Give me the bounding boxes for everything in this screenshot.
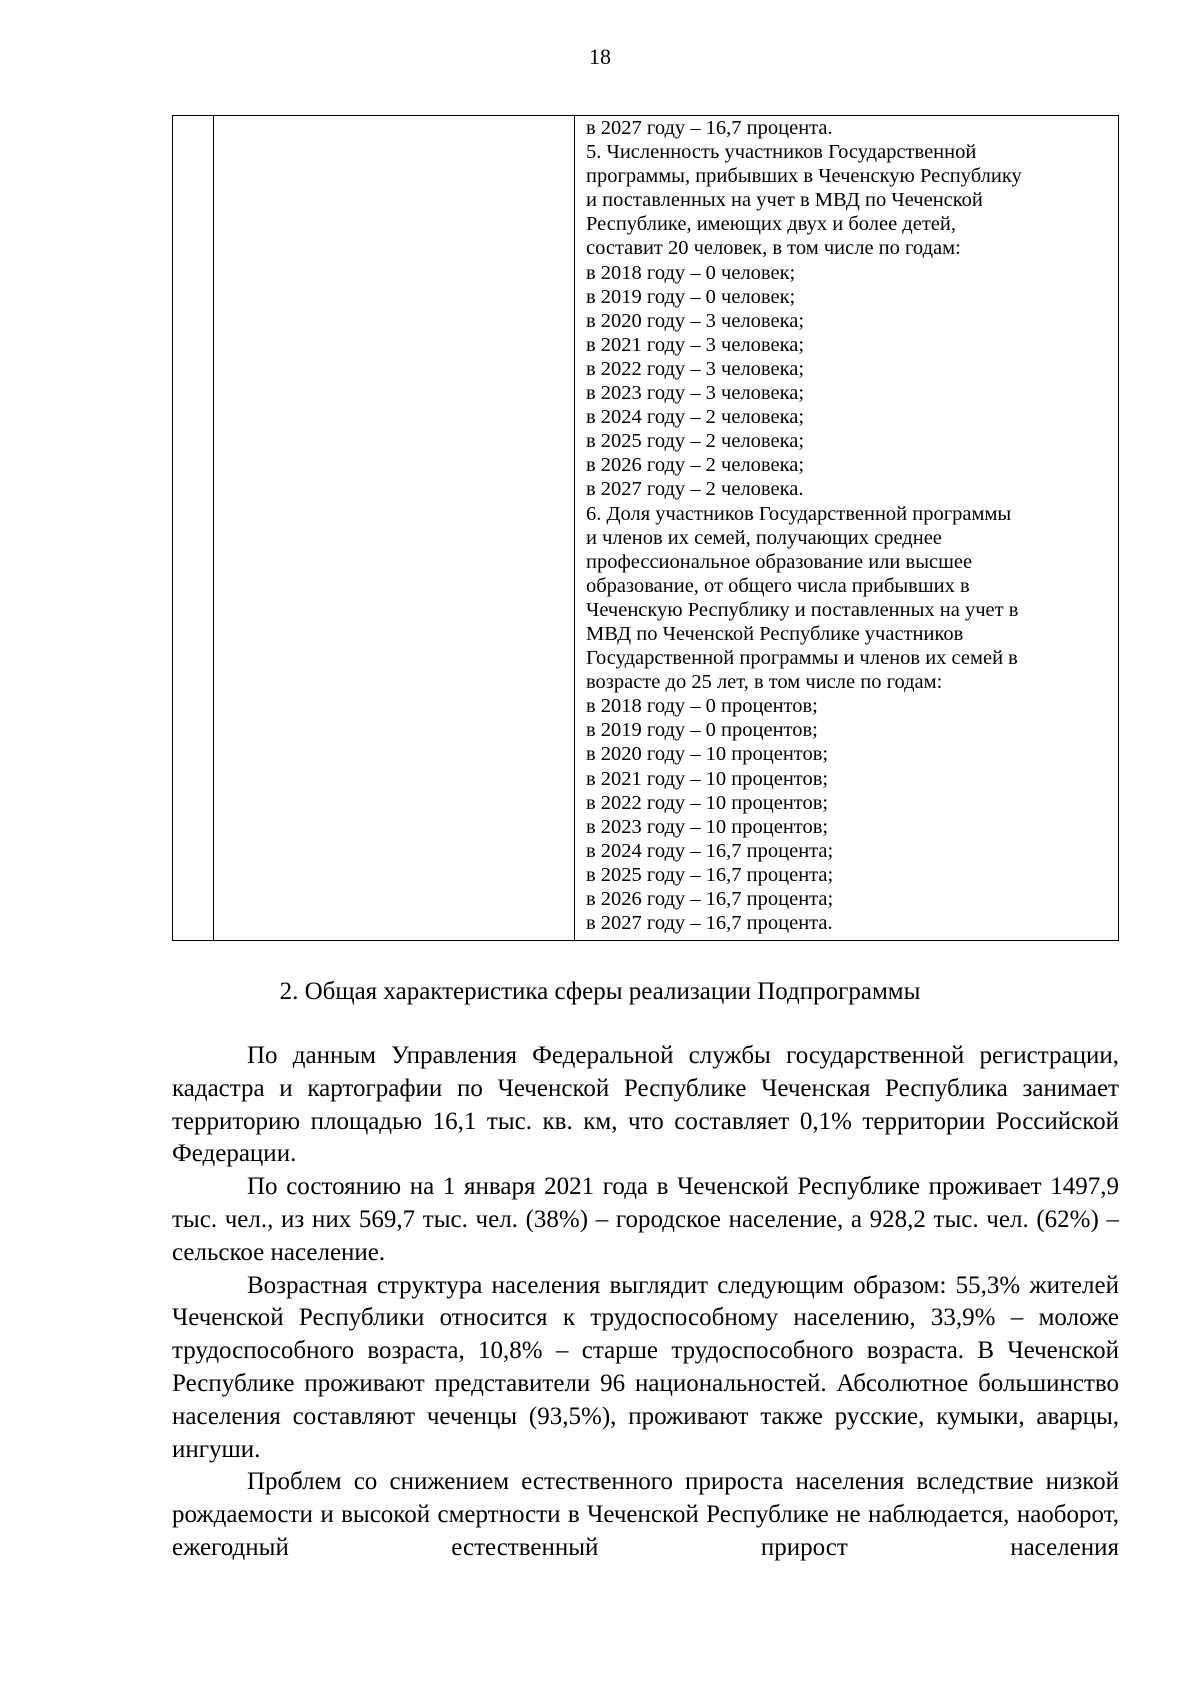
indicator-line: в 2025 году – 16,7 процента; <box>586 863 834 886</box>
indicator-line: в 2022 году – 10 процентов; <box>586 791 829 814</box>
indicator-line: 6. Доля участников Государственной программы <box>586 502 1012 525</box>
indicator-line: профессиональное образование или высшее <box>586 550 973 573</box>
indicator-line: в 2025 году – 2 человека; <box>586 430 805 453</box>
indicator-line: в 2022 году – 3 человека; <box>586 357 805 380</box>
indicator-line: составит 20 человек, в том числе по годам: <box>586 237 961 260</box>
indicator-line: в 2023 году – 3 человека; <box>586 382 805 405</box>
indicator-line: в 2021 году – 10 процентов; <box>586 767 829 790</box>
paragraph: Возрастная структура населения выглядит следующим образом: 55,3% жителей Чеченской Республики относится к трудоспособному населению, 33,9% – моложе трудоспособного возраста, 10,8% – старше трудоспособного возраста. В Чеченской Республике проживают представители 96 национальностей. Абсолютное большинство населения составляют чеченцы (93,5%), проживают также русские, кумыки, аварцы, ингуши. <box>172 1271 1119 1463</box>
indicator-line: в 2026 году – 2 человека; <box>586 454 805 477</box>
indicator-list <box>575 116 1118 935</box>
indicator-line: 5. Численность участников Государственной <box>586 141 977 164</box>
indicator-line: Государственной программы и членов их семей в <box>586 647 1018 670</box>
indicator-line: в 2027 году – 2 человека. <box>586 478 804 501</box>
indicator-line: образование, от общего числа прибывших в <box>586 574 970 597</box>
section-heading: 2. Общая характеристика сферы реализации Подпрограммы <box>279 978 921 1005</box>
indicator-line: программы, прибывших в Чеченскую Республику <box>586 165 1022 188</box>
indicator-line: Республике, имеющих двух и более детей, <box>586 213 956 236</box>
indicator-line: в 2021 году – 3 человека; <box>586 333 805 356</box>
table-row <box>173 116 1119 941</box>
indicator-line: в 2019 году – 0 человек; <box>586 285 796 308</box>
indicator-line: и членов их семей, получающих среднее <box>586 526 942 549</box>
table-cell-indicators <box>575 116 1119 941</box>
indicator-line: в 2018 году – 0 человек; <box>586 261 796 284</box>
indicator-line: в 2024 году – 2 человека; <box>586 406 805 429</box>
indicator-line: в 2020 году – 3 человека; <box>586 309 805 332</box>
indicator-line: в 2027 году – 16,7 процента. <box>586 912 833 935</box>
page-number: 18 <box>589 44 611 69</box>
indicator-line: и поставленных на учет в МВД по Чеченской <box>586 189 983 212</box>
indicator-line: в 2018 году – 0 процентов; <box>586 695 818 718</box>
paragraph: Проблем со снижением естественного прироста населения вследствие низкой рождаемости и высокой смертности в Чеченской Республике не наблюдается, наоборот, ежегодный естественный прирост населения <box>172 1468 1119 1561</box>
indicator-line: в 2019 году – 0 процентов; <box>586 719 818 742</box>
indicator-line: возрасте до 25 лет, в том числе по годам: <box>586 671 943 694</box>
indicator-line: в 2023 году – 10 процентов; <box>586 815 829 838</box>
body-text <box>172 1040 1119 1565</box>
table-cell-label <box>214 116 575 941</box>
indicator-line: в 2024 году – 16,7 процента; <box>586 839 834 862</box>
indicator-line: МВД по Чеченской Республике участников <box>586 622 964 645</box>
indicator-line: в 2027 году – 16,7 процента. <box>586 117 833 139</box>
indicator-line: Чеченскую Республику и поставленных на учет в <box>586 598 1019 621</box>
paragraph: По состоянию на 1 января 2021 года в Чеченской Республике проживает 1497,9 тыс. чел., из них 569,7 тыс. чел. (38%) – городское население, а 928,2 тыс. чел. (62%) – сельское население. <box>172 1173 1119 1266</box>
indicator-line: в 2020 году – 10 процентов; <box>586 743 829 766</box>
paragraph: По данным Управления Федеральной службы государственной регистрации, кадастра и картографии по Чеченской Республике Чеченская Республика занимает территорию площадью 16,1 тыс. кв. км, что составляет 0,1% территории Российской Федерации. <box>172 1042 1119 1168</box>
indicator-line: в 2026 году – 16,7 процента; <box>586 888 834 910</box>
table-cell-number <box>173 116 214 941</box>
passport-table <box>172 115 1119 941</box>
